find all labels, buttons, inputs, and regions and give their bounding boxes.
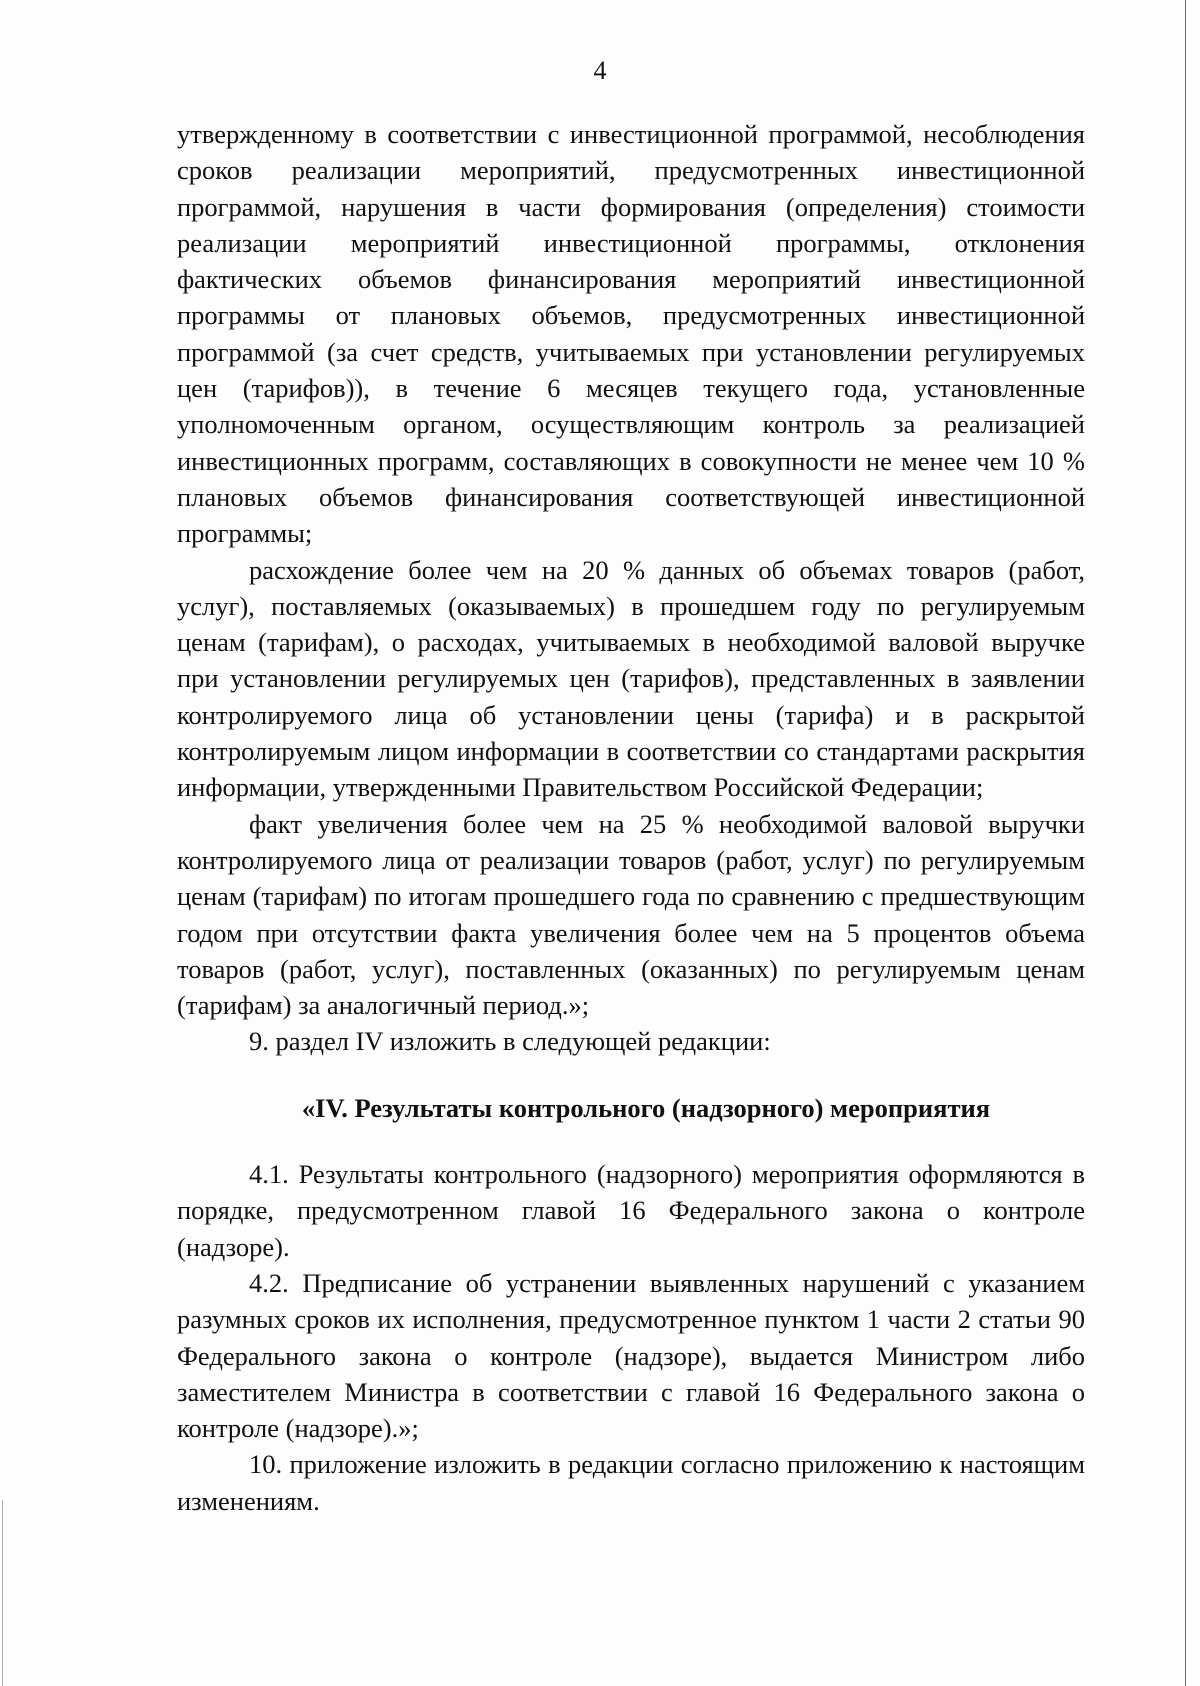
paragraph-revenue-increase: факт увеличения более чем на 25 % необходимой валовой выручки контролируемого лица от реализации товаров (работ, услуг) по регулируемым ценам (тарифам) по итогам прошедшего года по сравнению с предшествующим годом при отсутствии факта увеличения более чем на 5 процентов объема товаров (работ, услуг), поставленных (оказанных) по регулируемым ценам (тарифам) за аналогичный период.»; (177, 808, 1085, 1021)
scan-edge-line (1185, 0, 1186, 1686)
section-heading: «IV. Результаты контрольного (надзорного) мероприятия (301, 1092, 991, 1123)
scan-edge-line (2, 1500, 3, 1686)
document-body (177, 116, 1085, 1519)
page-number: 4 (593, 56, 607, 85)
paragraph-4-1: 4.1. Результаты контрольного (надзорного) мероприятия оформляются в порядке, предусмотренном главой 16 Федерального закона о контроле (надзоре). (177, 1159, 1085, 1262)
paragraph-item-9: 9. раздел IV изложить в следующей редакции: (249, 1026, 771, 1057)
paragraph-4-2: 4.2. Предписание об устранении выявленных нарушений с указанием разумных сроков их исполнения, предусмотренное пунктом 1 части 2 статьи 90 Федерального закона о контроле (надзоре), выдается Министром либо заместителем Министра в соответствии с главой 16 Федерального закона о контроле (надзоре).»; (177, 1267, 1085, 1444)
paragraph-continuation: утвержденному в соответствии с инвестиционной программой, несоблюдения сроков реализации мероприятий, предусмотренных инвестиционной программой, нарушения в части формирования (определения) стоимости реализации мероприятий инвестиционной программы, отклонения фактических объемов финансирования мероприятий инвестиционной программы от плановых объемов, предусмотренных инвестиционной программой (за счет средств, учитываемых при установлении регулируемых цен (тарифов)), в течение 6 месяцев текущего года, установленные уполномоченным органом, осуществляющим контроль за реализацией инвестиционных программ, составляющих в совокупности не менее чем 10 % плановых объемов финансирования соответствующей инвестиционной программы; (177, 119, 1085, 549)
paragraph-item-10: 10. приложение изложить в редакции согласно приложению к настоящим изменениям. (177, 1449, 1085, 1516)
paragraph-discrepancy: расхождение более чем на 20 % данных об объемах товаров (работ, услуг), поставляемых (оказываемых) в прошедшем году по регулируемым ценам (тарифам), о расходах, учитываемых в необходимой валовой выручке при установлении регулируемых цен (тарифов), представленных в заявлении контролируемого лица об установлении цены (тарифа) и в раскрытой контролируемым лицом информации в соответствии со стандартами раскрытия информации, утвержденными Правительством Российской Федерации; (177, 554, 1085, 803)
